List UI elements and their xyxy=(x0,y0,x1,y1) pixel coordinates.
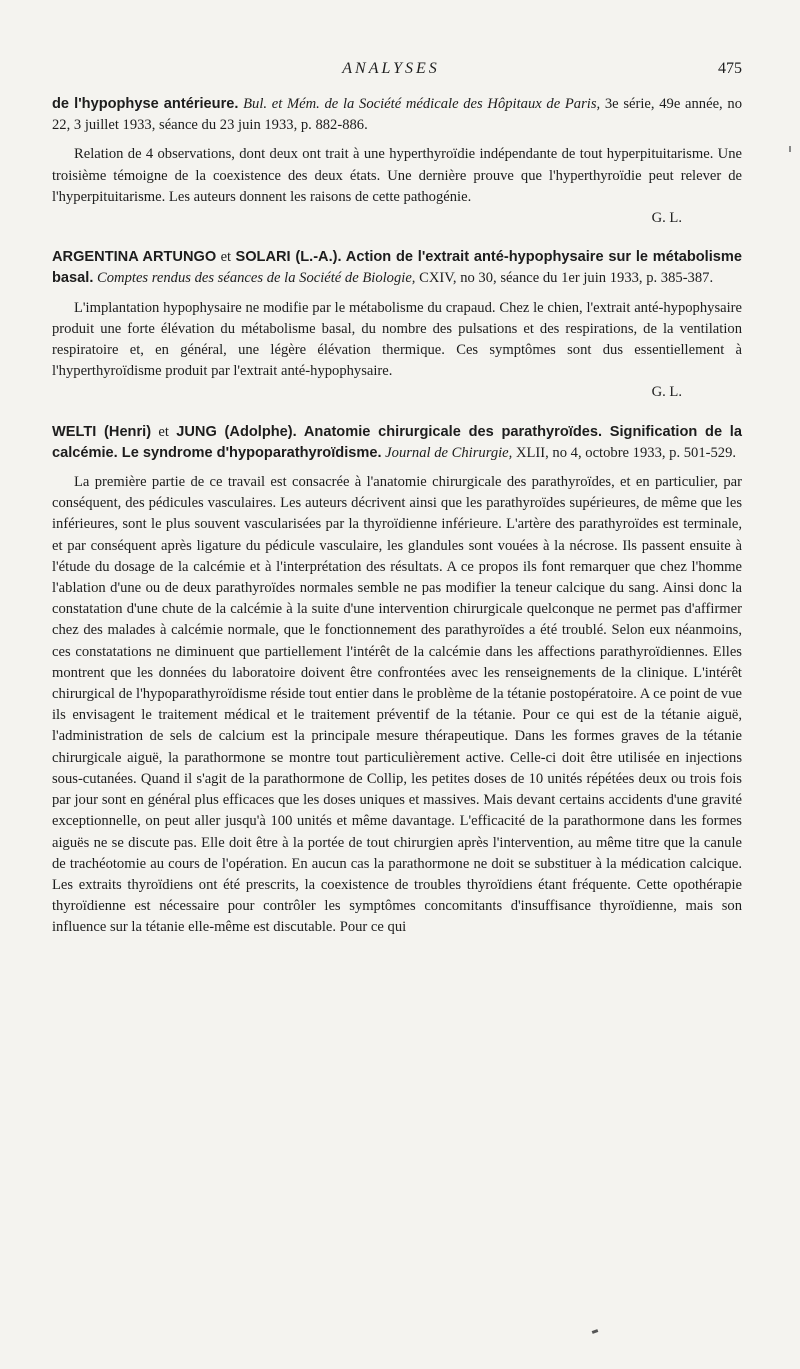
running-title: ANALYSES xyxy=(342,60,440,77)
author-name: JUNG (Adolphe). xyxy=(176,423,297,440)
citation xyxy=(52,422,742,464)
journal-name: Comptes rendus des séances de la Société de Biologie, xyxy=(93,270,416,287)
journal-name: Journal de Chirurgie, xyxy=(381,444,513,461)
page-body xyxy=(52,94,742,939)
journal-name: Bul. et Mém. de la Société médicale des Hôpitaux de Paris, xyxy=(243,96,601,112)
article-title: de l'hypophyse antérieure. xyxy=(52,96,239,112)
author-separator: et xyxy=(216,249,236,266)
author-separator: et xyxy=(151,423,177,440)
author-name: WELTI (Henri) xyxy=(52,423,152,440)
citation-details: CXIV, no 30, séance du 1er juin 1933, p. 385-387. xyxy=(415,270,714,287)
citation xyxy=(52,94,742,136)
abstract-text: Relation de 4 observations, dont deux ont trait à une hyperthyroïdie indépendante de tout hyperpituitarisme. Une troisième témoigne de la coexistence des deux états. Une dernière prouve que l'hyperthyroïdie peut relever de l'hyperpituitarisme. Les auteurs donnent les raisons de cette pathogénie. xyxy=(52,146,742,205)
page-number: 475 xyxy=(718,60,742,77)
reviewer-signature: G. L. xyxy=(651,210,682,227)
author-name: SOLARI (L.-A.). xyxy=(235,249,342,266)
page-header xyxy=(40,60,742,84)
citation-details: XLII, no 4, octobre 1933, p. 501-529. xyxy=(512,444,737,461)
citation-details: 3e série, 49e année, no 22, 3 juillet 1933, séance du 23 juin 1933, p. 882-886. xyxy=(52,96,742,134)
ink-mark xyxy=(592,1329,599,1334)
abstract-entry-1 xyxy=(52,94,742,229)
abstract-text: La première partie de ce travail est consacrée à l'anatomie chirurgicale des parathyroïdes, et en particulier, par conséquent, des pédicules vasculaires. Les auteurs décrivent ainsi que les parathyroïdes supérieures, de même que les inférieures, sont le plus souvent vascularisées par la thyroïdienne inférieure. L'artère des parathyroïdes est terminale, et par conséquent après ligature du pédicule vasculaire, les glandules sont vouées à la nécrose. Ils passent ensuite à l'étude du dosage de la calcémie et à l'interprétation des résultats. A ce propos ils font remarquer que chez l'homme l'ablation d'une ou de deux parathyroïdes normales semble ne pas modifier la teneur calcique du sang. Ainsi donc la constatation d'une chute de la calcémie à la suite d'une intervention chirurgicale quelconque ne permet pas d'affirmer chez des malades à calcémie normale, que le fonctionnement des parathyroïdes a été troublé. Selon eux néanmoins, ces constatations ne diminuent que partiellement l'intérêt de la calcémie dans les affections parathyroïdiennes. Elles montrent que les données du laboratoire doivent être confrontées avec les renseignements de la clinique. L'intérêt chirurgical de l'hypoparathyroïdisme réside tout entier dans le problème de la tétanie postopératoire. A ce point de vue ils envisagent le traitement médical et le traitement préventif de la tétanie. Pour ce qui est de la tétanie aiguë, l'administration de sels de calcium est la principale mesure thérapeutique. Dans les formes graves de la tétanie chirurgicale aiguë, la parathormone se montre tout particulièrement active. Celle-ci doit être utilisée en injections sous-cutanées. Quand il s'agit de la parathormone de Collip, les petites doses de 10 unités répétées deux ou trois fois par jour sont en général plus efficaces que les doses uniques et massives. Mais devant certains accidents d'une gravité exceptionnelle, on peut aller jusqu'à 100 unités et même davantage. L'efficacité de la parathormone dans les formes aiguës ne se discute pas. Elle doit être à la portée de tout chirurgien après l'intervention, au même titre que la canule de trachéotomie au cours de l'opération. En aucun cas la parathormone ne doit se substituer à la médication calcique. Les extraits thyroïdiens ont été prescrits, la coexistence de troubles thyroïdiens étant fréquente. Cette opothérapie thyroïdienne est nécessaire pour contrôler les symptômes concomitants d'insuffisance thyroïdienne, mais son influence sur la tétanie elle-même est discutable. Pour ce qui xyxy=(52,474,742,936)
reviewer-signature: G. L. xyxy=(651,384,682,401)
citation xyxy=(52,247,742,289)
article-title: Anatomie chirurgicale des parathyroïdes. Signification de la calcémie. Le syndrome d'hypoparathyroïdisme. xyxy=(52,423,742,461)
article-title: Action de l'extrait anté-hypophysaire sur le métabolisme basal. xyxy=(52,249,742,287)
abstract-text: L'implantation hypophysaire ne modifie par le métabolisme du crapaud. Chez le chien, l'extrait anté-hypophysaire produit une forte élévation du métabolisme basal, du nombre des pulsations et des respirations, de la ventilation respiratoire et, en général, une légère élévation thermique. Ces symptômes sont dus essentiellement à l'hyperthyroïdisme produit par l'extrait anté-hypophysaire. xyxy=(52,299,742,380)
margin-mark xyxy=(789,146,791,152)
author-name: ARGENTINA ARTUNGO xyxy=(52,249,217,266)
abstract-entry-3 xyxy=(52,422,742,939)
abstract-entry-2 xyxy=(52,247,742,403)
